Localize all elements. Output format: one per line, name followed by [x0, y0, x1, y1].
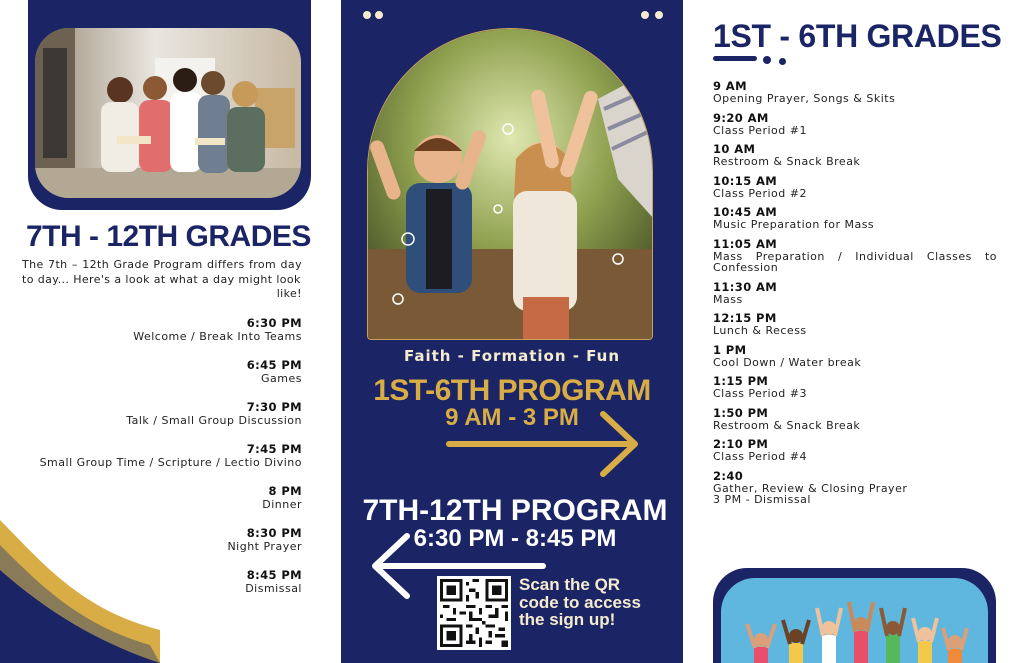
- decor-dot: [779, 58, 786, 65]
- schedule-time: 1 PM: [713, 342, 747, 357]
- decor-dot: [363, 11, 371, 19]
- title-underline: [713, 56, 757, 61]
- program-1-time: 9 AM - 3 PM: [445, 404, 579, 431]
- schedule-item: [713, 281, 997, 306]
- schedule-desc: Restroom & Snack Break: [713, 155, 861, 168]
- qr-code-icon[interactable]: [437, 576, 511, 650]
- right-arrow-icon: [443, 408, 643, 480]
- program-2-time: 6:30 PM - 8:45 PM: [413, 525, 617, 552]
- schedule-time: 11:30 AM: [713, 279, 778, 294]
- right-panel: [683, 0, 1024, 663]
- schedule-item: [713, 375, 997, 400]
- students-hallway-photo: [35, 28, 301, 198]
- schedule-1-6: [713, 80, 997, 513]
- schedule-time: 7:45 PM: [246, 442, 302, 456]
- schedule-desc: Talk / Small Group Discussion: [126, 414, 302, 427]
- schedule-desc: Small Group Time / Scripture / Lectio Divino: [39, 456, 302, 469]
- schedule-time: 10 AM: [713, 142, 756, 156]
- program-1-title: 1ST-6TH PROGRAM: [373, 374, 651, 407]
- schedule-time: 10:45 AM: [713, 205, 778, 219]
- section-title-1-6: 1ST - 6TH GRADES: [713, 18, 1002, 54]
- schedule-time: 8:30 PM: [246, 526, 302, 540]
- schedule-item: [713, 470, 997, 506]
- schedule-desc: Restroom & Snack Break: [713, 418, 861, 432]
- schedule-desc: Class Period #1: [713, 123, 807, 137]
- schedule-desc: Night Prayer: [227, 540, 302, 553]
- schedule-item: [12, 316, 302, 344]
- schedule-desc: Class Period #2: [713, 186, 807, 200]
- schedule-time: 8:45 PM: [246, 568, 302, 582]
- schedule-time: 9:20 AM: [713, 110, 769, 125]
- intro-text: [22, 258, 302, 302]
- schedule-time: 7:30 PM: [246, 400, 302, 414]
- intro-last: like!: [276, 287, 302, 300]
- schedule-item: [713, 143, 997, 168]
- schedule-item: [713, 112, 997, 137]
- schedule-desc: Music Preparation for Mass: [713, 218, 875, 231]
- schedule-item: [713, 312, 997, 337]
- schedule-desc: Class Period #3: [713, 387, 807, 400]
- kids-jumping-photo: [721, 578, 988, 663]
- schedule-item: [12, 400, 302, 428]
- center-panel: [341, 0, 683, 663]
- schedule-time: 12:15 PM: [713, 311, 777, 325]
- schedule-desc: Mass Preparation / Individual Classes to Confession: [713, 249, 997, 274]
- schedule-desc: Gather, Review & Closing Prayer: [713, 481, 908, 495]
- schedule-desc: Lunch & Recess: [713, 324, 807, 337]
- schedule-item: [12, 442, 302, 470]
- schedule-item: [713, 438, 997, 463]
- schedule-time: 1:50 PM: [713, 405, 769, 420]
- schedule-desc: Opening Prayer, Songs & Skits: [713, 92, 896, 105]
- schedule-desc: Mass: [713, 292, 743, 306]
- decor-dot: [375, 11, 383, 19]
- schedule-item: [713, 80, 997, 105]
- schedule-desc: Cool Down / Water break: [713, 355, 862, 369]
- schedule-time: 11:05 AM: [713, 236, 778, 251]
- schedule-time: 2:10 PM: [713, 437, 769, 451]
- schedule-time: 1:15 PM: [713, 374, 769, 388]
- decor-dot: [655, 11, 663, 19]
- schedule-desc: Class Period #4: [713, 450, 807, 463]
- schedule-item: [12, 358, 302, 386]
- program-2-title: 7TH-12TH PROGRAM: [362, 494, 668, 527]
- decor-dot: [763, 56, 771, 64]
- intro-main: The 7th – 12th Grade Program differs from day to day... Here's a look at what a day might look: [22, 258, 302, 286]
- qr-caption: Scan the QR code to access the sign up!: [519, 575, 641, 629]
- schedule-item: [713, 344, 997, 369]
- children-bubbles-photo: [367, 28, 653, 340]
- schedule-item: [713, 206, 997, 231]
- schedule-desc: Dinner: [262, 498, 302, 511]
- left-panel: [0, 0, 341, 663]
- section-title-7-12: 7TH - 12TH GRADES: [26, 220, 311, 253]
- decor-dot: [641, 11, 649, 19]
- schedule-desc: Welcome / Break Into Teams: [133, 330, 302, 343]
- schedule-time: 9 AM: [713, 79, 747, 93]
- schedule-desc-dismissal: 3 PM - Dismissal: [713, 493, 811, 506]
- schedule-time: 6:30 PM: [246, 316, 302, 330]
- schedule-item: [713, 175, 997, 200]
- schedule-item: [713, 238, 997, 274]
- schedule-desc: Dismissal: [245, 582, 302, 595]
- tagline: Faith - Formation - Fun: [403, 347, 621, 365]
- schedule-time: 8 PM: [268, 484, 302, 498]
- schedule-time: 6:45 PM: [246, 358, 302, 372]
- schedule-time: 10:15 AM: [713, 173, 778, 188]
- schedule-item: [713, 407, 997, 432]
- gold-swoosh-decoration: [0, 500, 160, 663]
- schedule-time: 2:40: [713, 468, 744, 483]
- schedule-desc: Games: [261, 372, 302, 385]
